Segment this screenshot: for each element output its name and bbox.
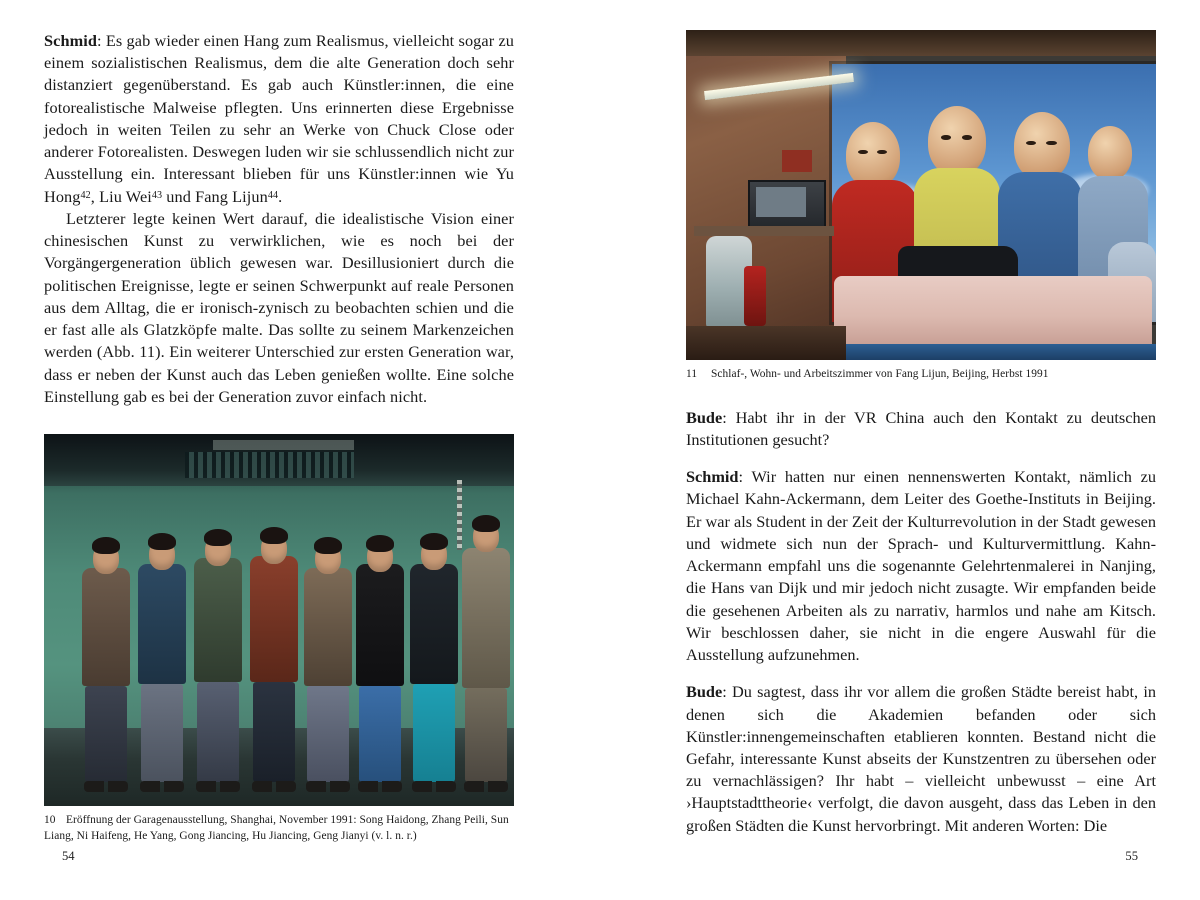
figure-11-number: 11 [686,368,698,380]
page-number-left: 54 [62,849,75,863]
speaker-separator: : [738,467,752,487]
figure-10-image [44,434,514,806]
speaker-label: Bude [686,407,723,427]
figure-10-caption [44,813,514,844]
speaker-separator: : [96,31,106,50]
paragraph-text: Habt ihr in der VR China auch den Kontakt zu deutschen Institutionen gesucht? [686,407,1156,449]
figure-10 [44,434,514,844]
page-number-right: 55 [1125,849,1138,863]
figure-11-caption-text: Schlaf-, Wohn- und Arbeitszimmer von Fang Lijun, Beijing, Herbst 1991 [711,368,1049,380]
footnote-marker-44: 44 [267,189,279,201]
footnote-marker-43: 43 [151,189,163,201]
paragraph-bude-1 [686,407,1156,451]
figure-11-caption [686,367,1156,383]
figure-10-caption-text: Eröffnung der Garagenausstellung, Shanghai, November 1991: Song Haidong, Zhang Peili, Sun Liang, Ni Haifeng, He Yang, Gong Jiancing, Hu Jiancing, Geng Jianyi (v. l. n. r.) [44,813,509,842]
speaker-label: Schmid [686,467,739,487]
right-page [600,0,1200,900]
paragraph-schmid-1-right [686,466,1156,666]
paragraph-text-3: und Fang Lijun [162,186,268,206]
paragraph-bude-2 [686,681,1156,837]
paragraph-text-4: . [278,186,283,206]
paragraph-schmid-1 [44,30,514,208]
paragraph-text: Wir hatten nur einen nennenswerten Kontakt, nämlich zu Michael Kahn-Ackermann, dem Leiter des Goethe-Instituts in Beijing. Er war als Student in der Zeit der Kulturrevolution in der Stadt gewesen und widmete sich nun der Sprach- und Kulturvermittlung. Kahn-Ackermann empfahl uns die sogenannte Gelehrtenmalerei in Nanjing, die Hans van Dijk und mir jedoch nicht zusagte. Wir empfanden beide die gesehenen Arbeiten als zu narrativ, harmlos und nahe am Kitsch. Wir beschlossen daher, sie nicht in die engere Auswahl für die Ausstellung aufzunehmen. [686,467,1156,665]
right-text-column [686,30,1156,837]
figure-11 [686,30,1156,383]
paragraph-text-2: , Liu Wei [90,186,152,206]
left-text-column [44,30,514,844]
figure-10-number: 10 [44,813,56,826]
speaker-label: Schmid [44,31,97,50]
speaker-label: Bude [686,682,723,702]
speaker-separator: : [722,682,732,702]
footnote-marker-42: 42 [80,189,91,201]
paragraph-text: Du sagtest, dass ihr vor allem die großen Städte bereist habt, in denen sich die Akademien befanden oder sich Künstler:innengemeinschaften etablieren konnten. Bestand nicht die Gefahr, interessante Kunst abseits der Kunstzentren zu übersehen oder zu vernachlässigen? Ihr habt – vielleicht unbewusst – eine Art ›Hauptstadttheorie‹ verfolgt, die davon ausgeht, dass das Leben in den großen Städten die Kunst hervorbringt. Mit anderen Worten: Die [686,682,1156,835]
figure-11-image [686,30,1156,360]
speaker-separator: : [722,407,736,427]
paragraph-text: Es gab wieder einen Hang zum Realismus, vielleicht sogar zu einem sozialistischen Realismus, dem die alte Generation doch sehr distanziert gegenüberstand. Es gab auch Künstler:innen, die eine fotorealistische Malweise pflegten. Uns erinnerten diese Ergebnisse jedoch in weiten Teilen zu sehr an Werke von Chuck Close oder anderer Fotorealisten. Deswegen luden wir sie schlussendlich nicht zur Ausstellung ein. Interessant blieben für uns Künstler:innen wie Yu Hong [44,31,514,206]
paragraph-schmid-2: Letzterer legte keinen Wert darauf, die idealistische Vision einer chinesischen Kunst zu verwirklichen, wie es noch bei der Vorgängergeneration üblich gewesen war. Desillusioniert durch die politischen Ereignisse, legte er seinen Schwerpunkt auf reale Personen aus dem Alltag, die er ironisch-zynisch zu beobachten schien und die er fast alle als Glatzköpfe malte. Das sollte zu seinem Markenzeichen werden (Abb. 11). Ein weiterer Unterschied zur ersten Generation war, dass er neben der Kunst auch das Leben genießen wollte. Eine solche Einstellung gab es bei der Generation zuvor einfach nicht. [44,208,514,406]
